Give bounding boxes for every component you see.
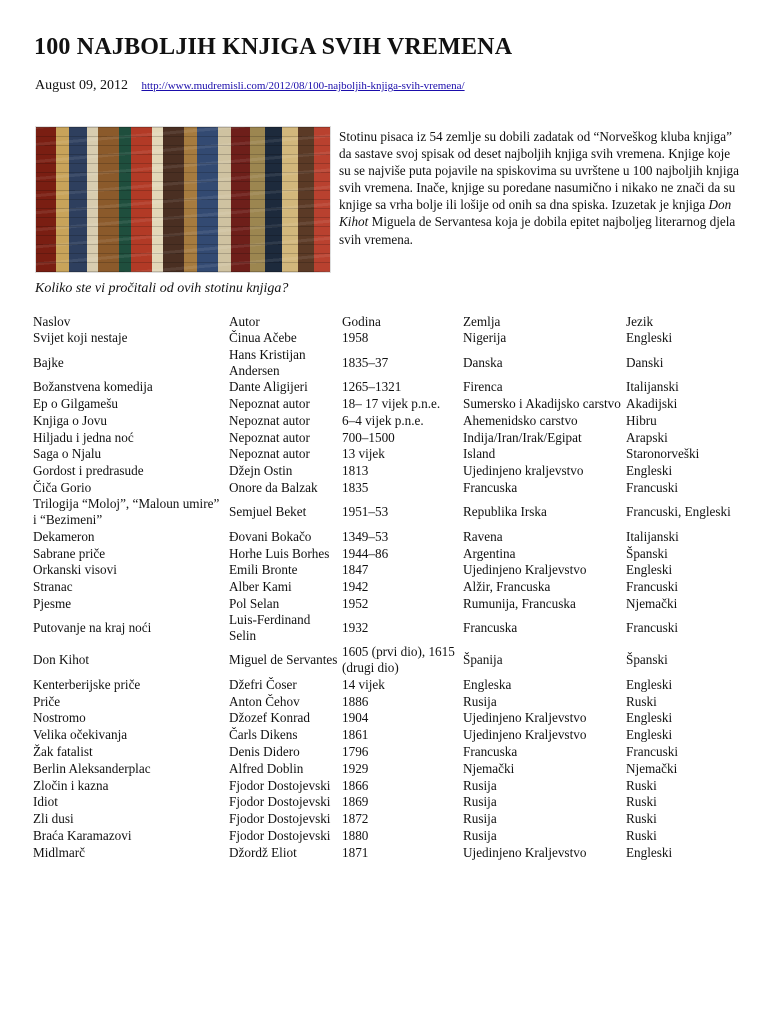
cell-author: Fjodor Dostojevski	[229, 794, 331, 810]
table-row	[31, 396, 743, 413]
cell-author: Horhe Luis Borhes	[229, 545, 330, 561]
cell-language: Njemački	[626, 760, 678, 776]
cell-title: Kenterberijske priče	[33, 676, 141, 692]
cell-year: 1904	[342, 710, 369, 726]
table-row	[31, 347, 743, 379]
cell-title: Idiot	[33, 794, 58, 810]
cell-language: Ruski	[626, 777, 657, 793]
cell-language: Francuski	[626, 743, 679, 759]
cell-year: 1861	[342, 727, 369, 743]
cell-country: Francuska	[463, 620, 518, 636]
cell-author: Fjodor Dostojevski	[229, 827, 331, 843]
page-title: 100 NAJBOLJIH KNJIGA SVIH VREMENA	[34, 34, 513, 60]
cell-language: Staronorveški	[626, 446, 700, 462]
cell-language: Akadijski	[626, 395, 678, 411]
cell-language: Engleski	[626, 676, 673, 692]
cell-year: 1605 (prvi dio), 1615 (drugi dio)	[342, 644, 455, 676]
cell-language: Ruski	[626, 811, 657, 827]
intro-paragraph	[339, 128, 739, 248]
cell-title: Ep o Gilgamešu	[33, 395, 118, 411]
table-row	[31, 612, 743, 644]
cell-country: Danska	[463, 354, 503, 370]
cell-language: Ruski	[626, 794, 657, 810]
table-row	[31, 693, 743, 710]
cell-country: Rusija	[463, 693, 497, 709]
cell-country: Rusija	[463, 827, 497, 843]
cell-country: Sumersko i Akadijsko carstvo	[463, 395, 621, 411]
cell-language: Francuski	[626, 479, 679, 495]
cell-year: 6–4 vijek p.n.e.	[342, 412, 424, 428]
dateline	[35, 78, 465, 94]
cell-author: Fjodor Dostojevski	[229, 777, 331, 793]
cell-title: Orkanski visovi	[33, 562, 117, 578]
table-row	[31, 562, 743, 579]
cell-language: Engleski	[626, 844, 673, 860]
table-body	[31, 330, 743, 861]
cell-title: Don Kihot	[33, 652, 90, 668]
table-row	[31, 330, 743, 347]
cell-language: Francuski	[626, 579, 679, 595]
table-row	[31, 727, 743, 744]
cell-author: Semjuel Beket	[229, 504, 307, 520]
cell-language: Ruski	[626, 693, 657, 709]
cell-title: Svijet koji nestaje	[33, 330, 128, 346]
table-header-row	[31, 313, 743, 330]
cell-author: Alfred Doblin	[229, 760, 304, 776]
cell-country: Ujedinjeno Kraljevstvo	[463, 710, 587, 726]
cell-author: Luis-Ferdinand Selin	[229, 612, 311, 644]
cell-language: Ruski	[626, 827, 657, 843]
table-row	[31, 429, 743, 446]
cell-title: Nostromo	[33, 710, 86, 726]
cell-language: Njemački	[626, 595, 678, 611]
cell-language: Španski	[626, 652, 668, 668]
cell-year: 700–1500	[342, 429, 395, 445]
cell-country: Francuska	[463, 479, 518, 495]
table-row	[31, 777, 743, 794]
cell-language: Italijanski	[626, 528, 679, 544]
cell-country: Njemački	[463, 760, 515, 776]
cell-country: Ujedinjeno Kraljevstvo	[463, 562, 587, 578]
cell-year: 13 vijek	[342, 446, 385, 462]
cell-title: Zločin i kazna	[33, 777, 109, 793]
header-title: Naslov	[33, 313, 71, 329]
cell-title: Putovanje na kraj noći	[33, 620, 152, 636]
cell-author: Džordž Eliot	[229, 844, 297, 860]
cell-country: Ujedinjeno Kraljevstvo	[463, 727, 587, 743]
cell-title: Sabrane priče	[33, 545, 106, 561]
cell-language: Arapski	[626, 429, 668, 445]
cell-author: Džozef Konrad	[229, 710, 310, 726]
cell-year: 1835	[342, 479, 369, 495]
cell-author: Miguel de Servantes	[229, 652, 338, 668]
cell-country: Island	[463, 446, 496, 462]
cell-author: Čarls Dikens	[229, 727, 298, 743]
table-row	[31, 596, 743, 613]
cell-country: Francuska	[463, 743, 518, 759]
cell-country: Republika Irska	[463, 504, 547, 520]
cell-year: 1952	[342, 595, 369, 611]
cell-author: Onore da Balzak	[229, 479, 318, 495]
reader-question: Koliko ste vi pročitali od ovih stotinu knjiga?	[35, 281, 289, 296]
intro-text: Stotinu pisaca iz 54 zemlje su dobili zadatak od “Norveškog kluba knjiga” da sastave svoj spisak od deset najboljih knjiga svih vremena. Knjige koje su se najviše puta pojavile na spiskovima su uvrštene u 100 najboljih knjiga svih vremena. Inače, knjige su poredane nasumično i nikako ne znači da su knjige sa vrha bolje ili lošije od onih sa dna spiska. Izuzetak je knjiga	[339, 129, 739, 213]
table-row	[31, 828, 743, 845]
books-table	[31, 313, 743, 861]
cell-year: 1869	[342, 794, 369, 810]
cell-author: Činua Ačebe	[229, 330, 297, 346]
table-row	[31, 676, 743, 693]
cell-country: Alžir, Francuska	[463, 579, 551, 595]
cell-author: Pol Selan	[229, 595, 280, 611]
cell-year: 1872	[342, 811, 369, 827]
cell-title: Zli dusi	[33, 811, 74, 827]
cell-title: Bajke	[33, 354, 64, 370]
cell-author: Dante Aligijeri	[229, 379, 308, 395]
intro-italic-title: Don Kihot	[339, 197, 732, 230]
cell-year: 1942	[342, 579, 369, 595]
cell-country: Rusija	[463, 794, 497, 810]
cell-author: Nepoznat autor	[229, 429, 310, 445]
cell-author: Alber Kami	[229, 579, 292, 595]
header-language: Jezik	[626, 313, 654, 329]
header-year: Godina	[342, 313, 381, 329]
cell-title: Čiča Gorio	[33, 479, 92, 495]
cell-title: Žak fatalist	[33, 743, 93, 759]
cell-year: 1796	[342, 743, 369, 759]
cell-language: Francuski, Engleski	[626, 504, 731, 520]
table-row	[31, 644, 743, 676]
cell-year: 1265–1321	[342, 379, 402, 395]
cell-title: Božanstvena komedija	[33, 379, 153, 395]
cell-language: Italijanski	[626, 379, 679, 395]
cell-country: Ravena	[463, 528, 503, 544]
cell-title: Dekameron	[33, 528, 95, 544]
cell-author: Nepoznat autor	[229, 446, 310, 462]
cell-year: 1835–37	[342, 354, 389, 370]
cell-title: Knjiga o Jovu	[33, 412, 107, 428]
cell-language: Španski	[626, 545, 668, 561]
table-row	[31, 794, 743, 811]
cell-title: Saga o Njalu	[33, 446, 102, 462]
cell-language: Engleski	[626, 710, 673, 726]
cell-year: 1880	[342, 827, 369, 843]
cell-country: Španija	[463, 652, 503, 668]
cell-title: Gordost i predrasude	[33, 463, 144, 479]
table-row	[31, 811, 743, 828]
table-row	[31, 844, 743, 861]
cell-country: Rusija	[463, 811, 497, 827]
cell-title: Braća Karamazovi	[33, 827, 132, 843]
cell-title: Trilogija “Moloj”, “Maloun umire” i “Bezimeni”	[33, 496, 220, 528]
cell-country: Rumunija, Francuska	[463, 595, 576, 611]
cell-country: Rusija	[463, 777, 497, 793]
cell-language: Francuski	[626, 620, 679, 636]
cell-author: Džejn Ostin	[229, 463, 293, 479]
cell-country: Firenca	[463, 379, 503, 395]
cell-year: 1871	[342, 844, 369, 860]
cell-year: 1349–53	[342, 528, 389, 544]
cell-year: 1958	[342, 330, 369, 346]
cell-country: Indija/Iran/Irak/Egipat	[463, 429, 582, 445]
post-date: August 09, 2012	[35, 78, 128, 93]
cell-author: Fjodor Dostojevski	[229, 811, 331, 827]
cell-language: Engleski	[626, 562, 673, 578]
cell-author: Nepoznat autor	[229, 395, 310, 411]
table-row	[31, 760, 743, 777]
cell-language: Hibru	[626, 412, 657, 428]
table-row	[31, 463, 743, 480]
cell-country: Ujedinjeno kraljevstvo	[463, 463, 584, 479]
table-row	[31, 480, 743, 497]
cell-author: Nepoznat autor	[229, 412, 310, 428]
table-row	[31, 496, 743, 528]
table-row	[31, 528, 743, 545]
cell-author: Denis Didero	[229, 743, 300, 759]
cell-language: Engleski	[626, 463, 673, 479]
header-author: Autor	[229, 313, 260, 329]
table-row	[31, 545, 743, 562]
table-row	[31, 744, 743, 761]
cell-year: 1866	[342, 777, 369, 793]
cell-year: 1813	[342, 463, 369, 479]
table-row	[31, 412, 743, 429]
cell-year: 1886	[342, 693, 369, 709]
cell-year: 1929	[342, 760, 369, 776]
header-country: Zemlja	[463, 313, 501, 329]
cell-author: Hans Kristijan Andersen	[229, 346, 306, 378]
cell-language: Engleski	[626, 330, 673, 346]
cell-year: 1951–53	[342, 504, 389, 520]
cell-language: Danski	[626, 354, 664, 370]
cell-author: Đovani Bokačo	[229, 528, 312, 544]
photo-texture	[35, 126, 331, 273]
table-row	[31, 379, 743, 396]
cell-country: Nigerija	[463, 330, 507, 346]
cell-author: Emili Bronte	[229, 562, 298, 578]
cell-title: Velika očekivanja	[33, 727, 128, 743]
source-link[interactable]: http://www.mudremisli.com/2012/08/100-najboljih-knjiga-svih-vremena/	[141, 80, 465, 92]
cell-country: Engleska	[463, 676, 512, 692]
cell-title: Pjesme	[33, 595, 72, 611]
table-row	[31, 446, 743, 463]
cell-year: 18– 17 vijek p.n.e.	[342, 395, 441, 411]
cell-year: 1847	[342, 562, 369, 578]
table-row	[31, 710, 743, 727]
cell-year: 14 vijek	[342, 676, 385, 692]
cell-country: Ujedinjeno Kraljevstvo	[463, 844, 587, 860]
cell-title: Stranac	[33, 579, 73, 595]
intro-text-end: Miguela de Servantesa koja je dobila epitet najboljeg literarnog djela svih vremena.	[339, 214, 736, 247]
cell-country: Argentina	[463, 545, 516, 561]
cell-country: Ahemenidsko carstvo	[463, 412, 578, 428]
cell-language: Engleski	[626, 727, 673, 743]
cell-title: Hiljadu i jedna noć	[33, 429, 134, 445]
cell-title: Midlmarč	[33, 844, 86, 860]
cell-author: Džefri Čoser	[229, 676, 297, 692]
cell-year: 1932	[342, 620, 369, 636]
cell-title: Priče	[33, 693, 61, 709]
table-row	[31, 579, 743, 596]
cell-year: 1944–86	[342, 545, 389, 561]
cell-title: Berlin Aleksanderplac	[33, 760, 151, 776]
cell-author: Anton Čehov	[229, 693, 300, 709]
